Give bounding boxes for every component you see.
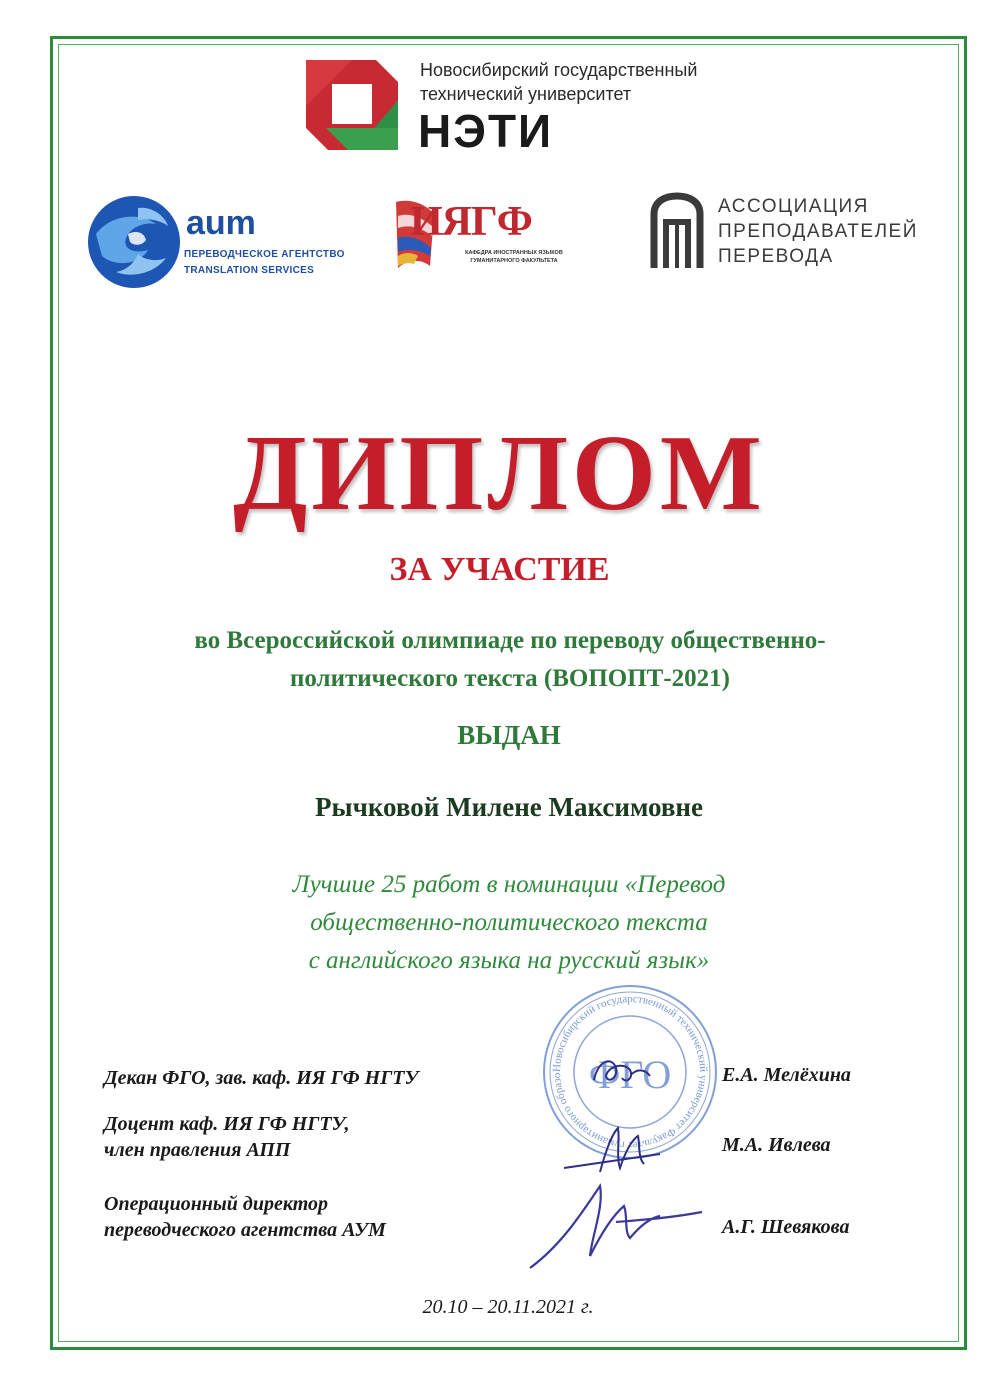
iyagf-subtitle-line1: КАФЕДРА ИНОСТРАННЫХ ЯЗЫКОВ	[465, 250, 563, 256]
issued-label: ВЫДАН	[457, 720, 561, 750]
signature-ivleva	[560, 1120, 680, 1180]
recipient-name: Рычковой Милене Максимовне	[315, 792, 703, 822]
signatory-3-title-line1: Операционный директор	[104, 1193, 328, 1215]
signature-scribble-icon	[560, 1120, 680, 1180]
issue-date-range: 20.10 – 20.11.2021 г.	[422, 1296, 594, 1318]
signatory-2-name: М.А. Ивлева	[722, 1134, 831, 1156]
nomination-line1: Лучшие 25 работ в номинации «Перевод	[292, 871, 726, 898]
signature-shevyakova	[520, 1176, 710, 1276]
app-logo-line1: АССОЦИАЦИЯ	[718, 196, 869, 217]
olympiad-line1: во Всероссийской олимпиаде по переводу общественно-	[194, 627, 826, 654]
app-logo-line2: ПРЕПОДАВАТЕЛЕЙ	[718, 221, 918, 242]
signatory-2-title-line1: Доцент каф. ИЯ ГФ НГТУ,	[104, 1113, 350, 1135]
app-logo-line3: ПЕРЕВОДА	[718, 246, 834, 267]
aum-globe-icon	[86, 194, 182, 290]
aum-subtitle-line2: TRANSLATION SERVICES	[184, 265, 315, 276]
diploma-title: ДИПЛОМ	[233, 414, 766, 533]
aum-subtitle-line1: ПЕРЕВОДЧЕСКОЕ АГЕНТСТВО	[184, 249, 345, 260]
signatory-1-title: Декан ФГО, зав. каф. ИЯ ГФ НГТУ	[104, 1067, 419, 1089]
signatory-3-name: А.Г. Шевякова	[722, 1216, 850, 1238]
iyagf-subtitle-line2: ГУМАНИТАРНОГО ФАКУЛЬТЕТА	[470, 258, 558, 264]
aum-logo	[86, 194, 182, 290]
signatory-1-name: Е.А. Мелёхина	[722, 1064, 851, 1086]
nomination-line2: общественно-политического текста	[310, 909, 708, 936]
university-name-line2: технический университет	[420, 84, 632, 104]
university-abbr: НЭТИ	[418, 105, 554, 157]
stamp-center-text: ФГО	[588, 1052, 672, 1097]
signatory-2-title-line2: член правления АПП	[104, 1139, 291, 1161]
app-logo-icon	[650, 192, 704, 268]
olympiad-line2: политического текста (ВОПОПТ-2021)	[289, 665, 731, 692]
iyagf-logo-text: ИЯГФ	[410, 199, 532, 245]
signature-scribble-icon	[588, 1050, 658, 1100]
signature-melekhina	[588, 1050, 658, 1100]
signature-scribble-icon	[520, 1176, 710, 1276]
signatory-3-title-line2: переводческого агентства АУМ	[104, 1219, 386, 1241]
diploma-subtitle: ЗА УЧАСТИЕ	[389, 551, 610, 588]
nomination-line3: с английского языка на русский язык»	[308, 947, 710, 974]
app-logo	[650, 192, 704, 268]
neti-logo	[306, 60, 398, 150]
stamp-ring-text: Новосибирский государственный технический университет Факультет гуманитарного образо	[550, 992, 710, 1152]
university-name-line1: Новосибирский государственный	[420, 60, 698, 80]
neti-logo-icon	[306, 60, 398, 150]
aum-logo-text: aum	[186, 204, 256, 242]
